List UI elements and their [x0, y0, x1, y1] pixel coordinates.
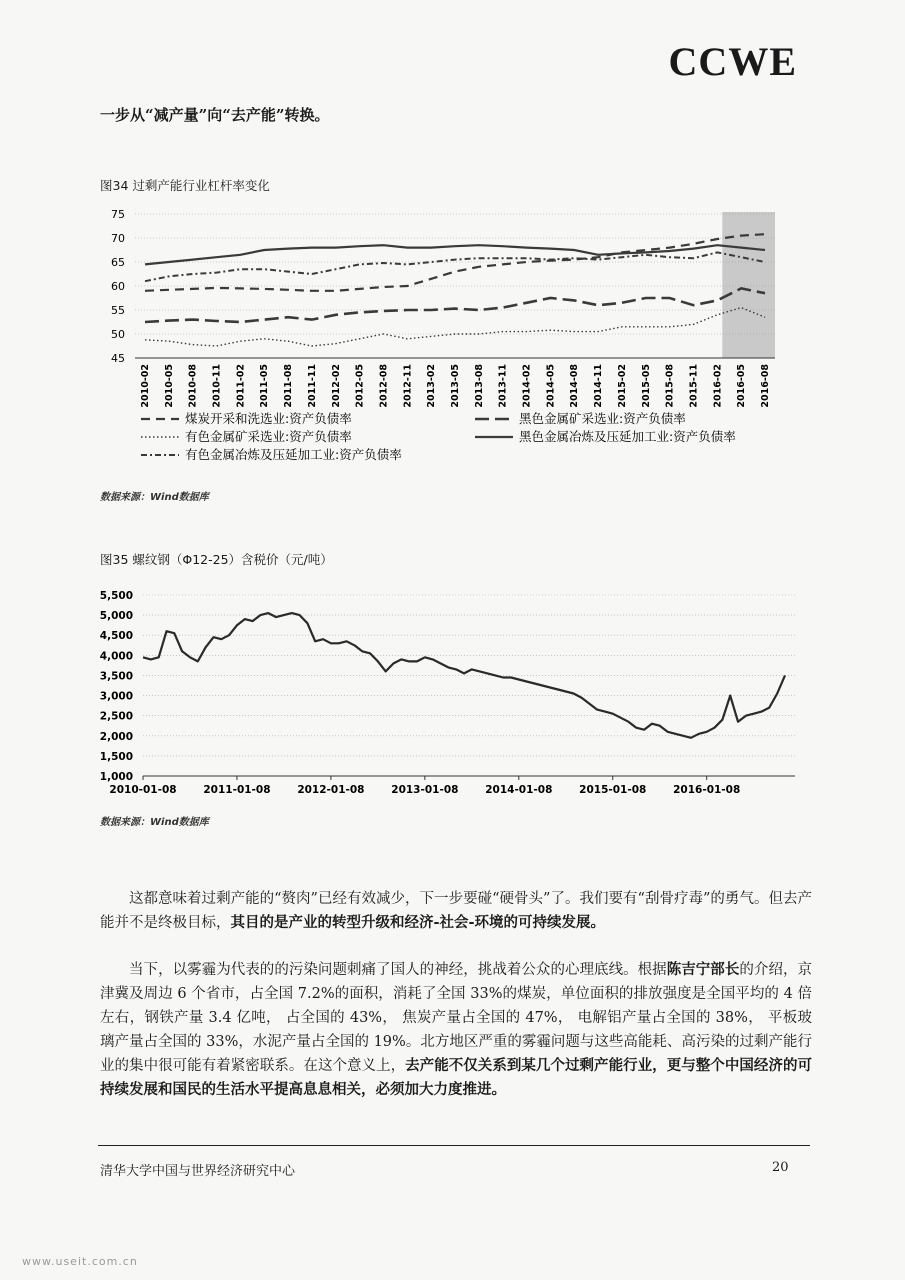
y-tick-label: 50 — [111, 328, 125, 341]
x-tick-label: 2010-08 — [187, 364, 199, 408]
figure35-chart — [85, 585, 805, 805]
x-tick-label: 2013-11 — [497, 364, 509, 408]
figure34-source: 数据来源：Wind数据库 — [100, 492, 209, 503]
x-tick-label: 2011-01-08 — [203, 784, 271, 796]
x-tick-label: 2015-05 — [640, 364, 652, 408]
paragraph-2 — [100, 958, 812, 1102]
x-tick-label: 2014-01-08 — [485, 784, 553, 796]
y-tick-label: 1,000 — [99, 771, 133, 783]
y-tick-label: 3,500 — [99, 670, 133, 683]
y-tick-label: 4,000 — [99, 650, 133, 663]
figure35-source: 数据来源：Wind数据库 — [100, 817, 209, 828]
series-line-2 — [145, 288, 765, 322]
x-tick-label: 2015-11 — [688, 364, 700, 408]
legend-label: 黑色金属冶炼及压延加工业:资产负债率 — [519, 429, 736, 444]
x-tick-label: 2011-11 — [306, 364, 318, 408]
shaded-region — [722, 212, 775, 358]
x-tick-label: 2014-11 — [593, 364, 605, 408]
x-tick-label: 2011-08 — [283, 364, 295, 408]
paragraph-2-bold-b: 去产能不仅关系到某几个过剩产能行业，更与整个中国经济的可持续发展和国民的生活水平提高息息相关，必须加大力度推进。 — [100, 1057, 812, 1098]
y-tick-label: 70 — [111, 232, 125, 245]
x-tick-label: 2013-01-08 — [391, 784, 459, 796]
x-tick-label: 2012-01-08 — [297, 784, 365, 796]
figure34-title: 图34 过剩产能行业杠杆率变化 — [100, 178, 270, 193]
x-tick-label: 2011-02 — [235, 364, 247, 408]
x-tick-label: 2015-02 — [616, 364, 628, 408]
ccwe-logo: CCWE — [668, 39, 797, 84]
legend-label: 煤炭开采和洗选业:资产负债率 — [185, 411, 352, 426]
figure34-chart — [85, 200, 815, 470]
y-tick-label: 1,500 — [99, 750, 133, 763]
x-tick-label: 2015-08 — [664, 364, 676, 408]
x-tick-label: 2010-02 — [140, 364, 151, 408]
x-tick-label: 2016-08 — [760, 364, 771, 408]
x-tick-label: 2013-08 — [473, 364, 485, 408]
y-tick-label: 2,000 — [99, 730, 133, 743]
paragraph-1-bold: 其目的是产业的转型升级和经济-社会-环境的可持续发展。 — [230, 914, 606, 931]
y-tick-label: 60 — [111, 280, 125, 293]
y-tick-label: 2,500 — [99, 710, 133, 723]
x-tick-label: 2013-05 — [450, 364, 461, 408]
x-tick-label: 2014-02 — [521, 364, 533, 408]
x-tick-label: 2014-05 — [545, 364, 557, 408]
series-line-3 — [145, 308, 765, 346]
x-tick-label: 2016-01-08 — [673, 784, 741, 796]
x-tick-label: 2010-01-08 — [109, 784, 177, 796]
x-tick-label: 2010-11 — [211, 364, 223, 408]
paragraph-2-text-b: 的介绍，京津冀及周边 6 个省市，占全国 7.2%的面积，消耗了全国 33%的煤炭，单位面积的排放强度是全国平均的 4 倍左右，钢铁产量 3.4 亿吨， 占全国的 43%， 焦炭产量占全国的 47%， 电解铝产量占全国的 38%， 平板玻璃产量占全国的 33%，水泥产量占全国的 19%。北方地区严重的雾霾问题与这些高能耗、高污染的过剩产能行业的集中很可能有着紧密联系。在这个意义上， — [100, 962, 813, 1074]
x-tick-label: 2010-05 — [163, 364, 175, 408]
y-tick-label: 5,500 — [99, 590, 133, 602]
y-tick-label: 5,000 — [99, 610, 133, 623]
legend-label: 有色金属矿采选业:资产负债率 — [185, 429, 352, 444]
y-tick-label: 75 — [111, 208, 125, 221]
y-tick-label: 45 — [111, 352, 125, 365]
y-tick-label: 3,000 — [99, 690, 133, 703]
footer-divider — [98, 1145, 810, 1146]
y-tick-label: 65 — [111, 256, 125, 269]
intro-line: 一步从“减产量”向“去产能”转换。 — [100, 106, 330, 124]
series-line-1 — [145, 234, 765, 291]
series-line-5 — [145, 252, 765, 281]
x-tick-label: 2012-02 — [330, 364, 342, 408]
x-tick-label: 2012-11 — [402, 364, 414, 408]
figure35-title: 图35 螺纹钢（Φ12-25）含税价（元/吨） — [100, 552, 333, 567]
x-tick-label: 2016-02 — [712, 364, 724, 408]
x-tick-label: 2013-02 — [426, 364, 438, 408]
paragraph-2-bold-a: 陈吉宁部长 — [666, 961, 740, 978]
legend-label: 有色金属冶炼及压延加工业:资产负债率 — [185, 447, 402, 462]
paragraph-1-text: 这都意味着过剩产能的“赘肉”已经有效减少，下一步要碰“硬骨头”了。我们要有“刮骨疗毒”的勇气。但去产能并不是终极目标， — [100, 891, 812, 931]
x-tick-label: 2014-08 — [569, 364, 581, 408]
x-tick-label: 2011-05 — [259, 364, 271, 408]
y-tick-label: 55 — [111, 304, 125, 317]
footer-org: 清华大学中国与世界经济研究中心 — [100, 1164, 296, 1179]
x-tick-label: 2015-01-08 — [579, 784, 647, 796]
x-tick-label: 2012-05 — [354, 364, 366, 408]
x-tick-label: 2012-08 — [378, 364, 390, 408]
page-number: 20 — [772, 1160, 789, 1175]
paragraph-2-text-a: 当下，以雾霾为代表的的污染问题刺痛了国人的神经，挑战着公众的心理底线。根据 — [129, 962, 667, 978]
y-tick-label: 4,500 — [99, 630, 133, 643]
watermark: www.useit.com.cn — [22, 1255, 138, 1268]
paragraph-1 — [100, 887, 812, 935]
legend-label: 黑色金属矿采选业:资产负债率 — [519, 411, 686, 426]
x-tick-label: 2016-05 — [736, 364, 748, 408]
